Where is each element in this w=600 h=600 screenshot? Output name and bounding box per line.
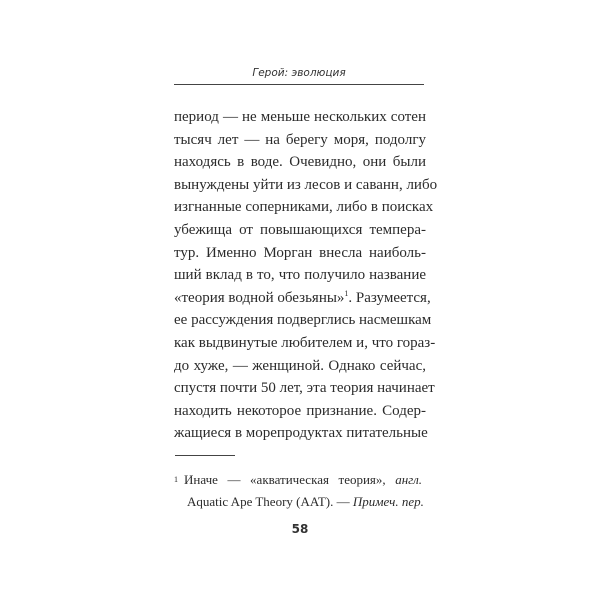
text-line: находить некоторое признание. Содер- [174, 402, 426, 419]
text-line: убежища от повышающихся темпера- [174, 221, 426, 238]
footnote-rule [175, 455, 235, 456]
text-line: ший вклад в то, что получило название [174, 267, 426, 284]
text-line: ее рассуждения подверглись насмешкам [174, 312, 432, 329]
text-line: тысяч лет — на берегу моря, подолгу [174, 131, 426, 148]
text-line: до хуже, — женщиной. Однако сейчас, [174, 357, 426, 374]
footnote-marker: 1 [174, 475, 178, 484]
text-line: спустя почти 50 лет, эта теория начинает [174, 380, 435, 397]
text-line: жащиеся в морепродуктах питательные [174, 425, 428, 442]
text-line: тур. Именно Морган внесла наиболь- [174, 244, 426, 261]
footnote-italic: Примеч. пер. [352, 494, 424, 509]
text-fragment: «теория водной обезьяны» [174, 289, 345, 306]
footnote-line [174, 470, 426, 492]
footnote-text-1 [184, 470, 422, 489]
footnote-text: Aquatic Ape Theory (AAT). — [187, 494, 353, 509]
text-line: вынуждены уйти из лесов и саванн, либо [174, 176, 438, 193]
page-number: 58 [291, 522, 309, 536]
header-rule [174, 84, 424, 85]
text-fragment: . Разумеется, [348, 289, 431, 306]
text-line: как выдвинутые любителем и, что гораз- [174, 334, 436, 351]
text-line: находясь в воде. Очевидно, они были [174, 154, 426, 171]
footnote-italic: англ. [395, 472, 422, 487]
text-line: период — не меньше нескольких сотен [174, 109, 426, 125]
body-text [174, 106, 438, 445]
text-line-with-footnote [174, 287, 431, 310]
footnote-text: Иначе — «акватическая теория», [184, 472, 396, 487]
footnote-reference[interactable]: 1 [344, 288, 349, 298]
running-head: Герой: эволюция [252, 67, 346, 79]
text-line: изгнанные соперниками, либо в поисках [174, 199, 434, 216]
footnote [174, 470, 426, 511]
footnote-line [174, 492, 426, 511]
